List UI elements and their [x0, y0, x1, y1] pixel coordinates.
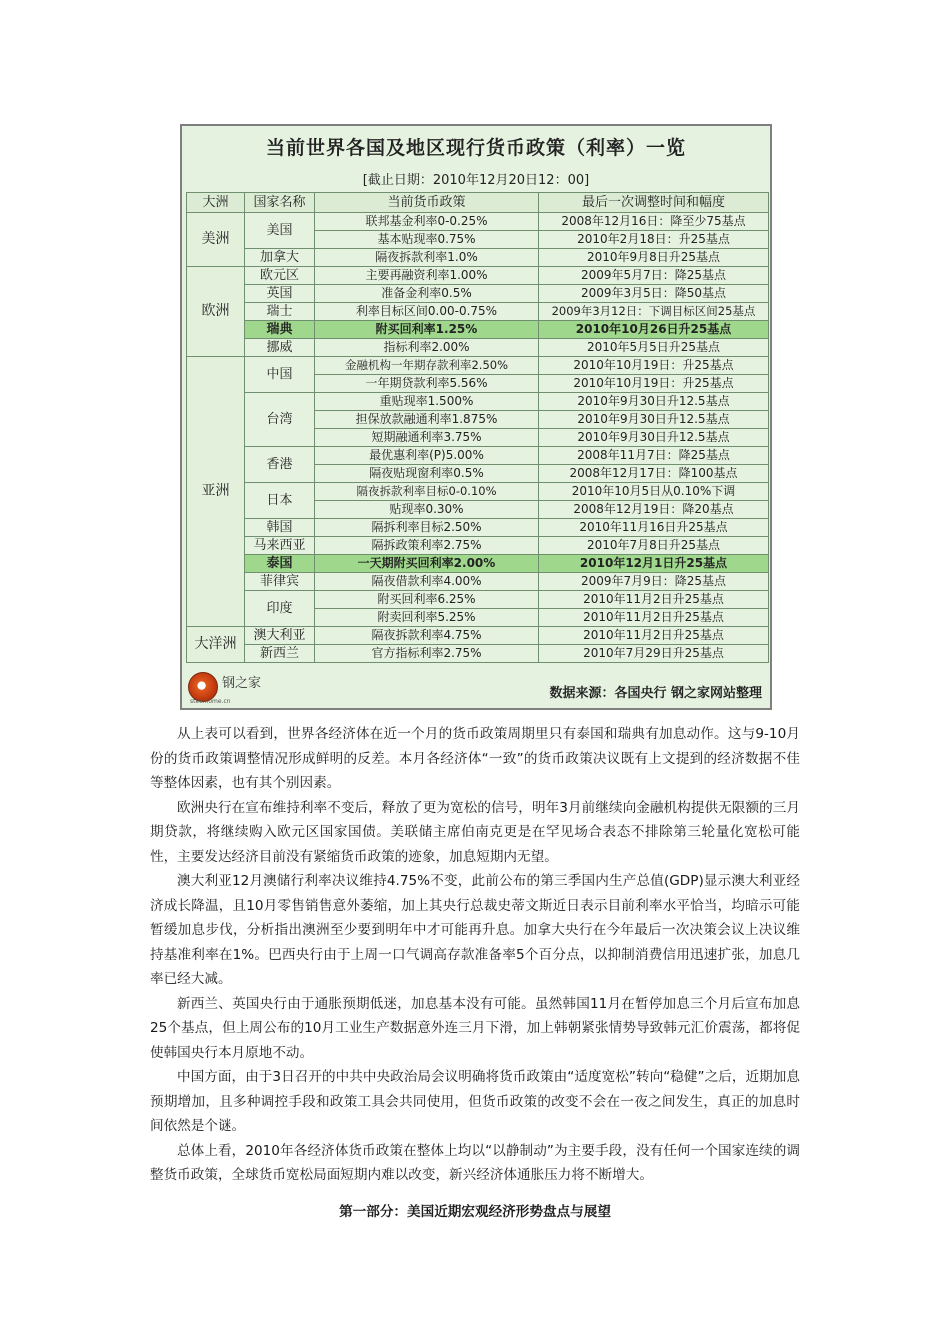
- change-cell: 2010年11月2日升25基点: [539, 609, 769, 627]
- paragraph: 从上表可以看到，世界各经济体在近一个月的货币政策周期里只有泰国和瑞典有加息动作。这与9-10月份的货币政策调整情况形成鲜明的反差。本月各经济体“一致”的货币政策决议既有上文提到的经济数据不佳等整体因素，也有其个别因素。: [150, 726, 800, 791]
- header-country: 国家名称: [245, 193, 315, 213]
- table-row: [187, 537, 769, 555]
- change-cell: 2010年9月8日升25基点: [539, 249, 769, 267]
- policy-cell: 利率目标区间0.00-0.75%: [315, 303, 539, 321]
- policy-cell: 隔拆利率目标2.50%: [315, 519, 539, 537]
- paragraph: 中国方面，由于3日召开的中共中央政治局会议明确将货币政策由“适度宽松”转向“稳健”之后，近期加息预期增加，且多种调控手段和政策工具会共同使用，但货币政策的改变不会在一夜之间发生，真正的加息时间依然是个谜。: [150, 1069, 800, 1134]
- policy-cell: 基本贴现率0.75%: [315, 231, 539, 249]
- country-cell: 欧元区: [245, 267, 315, 285]
- table-row: [187, 645, 769, 663]
- table-row: [187, 249, 769, 267]
- change-cell: 2009年5月7日：降25基点: [539, 267, 769, 285]
- interest-rate-table: [186, 192, 769, 663]
- policy-cell: 重贴现率1.500%: [315, 393, 539, 411]
- header-continent: 大洲: [187, 193, 245, 213]
- table-row: [187, 483, 769, 501]
- continent-cell: 亚洲: [187, 357, 245, 627]
- continent-cell: 美洲: [187, 213, 245, 267]
- policy-cell: 贴现率0.30%: [315, 501, 539, 519]
- country-cell: 英国: [245, 285, 315, 303]
- change-cell: 2010年10月19日：升25基点: [539, 357, 769, 375]
- policy-cell: 附买回利率6.25%: [315, 591, 539, 609]
- logo-url: steelhome.cn: [190, 698, 231, 705]
- change-cell: 2010年10月5日从0.10%下调: [539, 483, 769, 501]
- change-cell: 2008年12月19日：降20基点: [539, 501, 769, 519]
- country-cell: 中国: [245, 357, 315, 393]
- change-cell: 2008年11月7日：降25基点: [539, 447, 769, 465]
- continent-cell: 大洋洲: [187, 627, 245, 663]
- header-policy: 当前货币政策: [315, 193, 539, 213]
- change-cell: 2010年10月19日：升25基点: [539, 375, 769, 393]
- policy-cell: 隔夜拆款利率1.0%: [315, 249, 539, 267]
- country-cell: 加拿大: [245, 249, 315, 267]
- policy-cell: 一年期贷款利率5.56%: [315, 375, 539, 393]
- policy-cell: 隔夜拆款利率目标0-0.10%: [315, 483, 539, 501]
- change-cell: 2010年9月30日升12.5基点: [539, 393, 769, 411]
- table-row-highlighted: [187, 321, 769, 339]
- policy-cell: 最优惠利率(P)5.00%: [315, 447, 539, 465]
- policy-cell: 隔夜借款利率4.00%: [315, 573, 539, 591]
- country-cell: 台湾: [245, 393, 315, 447]
- country-cell: 韩国: [245, 519, 315, 537]
- change-cell: 2010年5月5日升25基点: [539, 339, 769, 357]
- country-cell: 日本: [245, 483, 315, 519]
- change-cell: 2009年3月5日：降50基点: [539, 285, 769, 303]
- policy-cell: 一天期附买回利率2.00%: [315, 555, 539, 573]
- policy-cell: 隔夜贴现窗利率0.5%: [315, 465, 539, 483]
- country-cell: 瑞典: [245, 321, 315, 339]
- table-row: [187, 213, 769, 231]
- country-cell: 瑞士: [245, 303, 315, 321]
- table-title: 当前世界各国及地区现行货币政策（利率）一览: [265, 137, 686, 159]
- policy-cell: 金融机构一年期存款利率2.50%: [315, 357, 539, 375]
- change-cell: 2010年7月8日升25基点: [539, 537, 769, 555]
- change-cell: 2010年2月18日：升25基点: [539, 231, 769, 249]
- country-cell: 澳大利亚: [245, 627, 315, 645]
- policy-cell: 联邦基金利率0-0.25%: [315, 213, 539, 231]
- country-cell: 挪威: [245, 339, 315, 357]
- table-row: [187, 339, 769, 357]
- section-heading: 第一部分：美国近期宏观经济形势盘点与展望: [339, 1204, 611, 1220]
- change-cell: 2010年9月30日升12.5基点: [539, 411, 769, 429]
- policy-cell: 隔拆政策利率2.75%: [315, 537, 539, 555]
- change-cell: 2010年11月2日升25基点: [539, 591, 769, 609]
- policy-cell: 主要再融资利率1.00%: [315, 267, 539, 285]
- change-cell: 2010年11月2日升25基点: [539, 627, 769, 645]
- change-cell: 2010年7月29日升25基点: [539, 645, 769, 663]
- change-cell: 2009年3月12日：下调目标区间25基点: [539, 303, 769, 321]
- policy-cell: 担保放款融通利率1.875%: [315, 411, 539, 429]
- policy-cell: 附卖回利率5.25%: [315, 609, 539, 627]
- body-text: [150, 722, 800, 1188]
- table-row: [187, 627, 769, 645]
- table-footer: [182, 668, 770, 708]
- data-source: 数据来源：各国央行 钢之家网站整理: [549, 686, 762, 701]
- table-row-highlighted: [187, 555, 769, 573]
- table-row: [187, 573, 769, 591]
- table-row: [187, 267, 769, 285]
- table-row: [187, 393, 769, 411]
- paragraph: 欧洲央行在宣布维持利率不变后，释放了更为宽松的信号，明年3月前继续向金融机构提供无限额的三月期贷款，将继续购入欧元区国家国债。美联储主席伯南克更是在罕见场合表态不排除第三轮量化宽松可能性，主要发达经济目前没有紧缩货币政策的迹象，加息短期内无望。: [150, 799, 800, 865]
- paragraph: 新西兰、英国央行由于通胀预期低迷，加息基本没有可能。虽然韩国11月在暂停加息三个月后宣布加息25个基点，但上周公布的10月工业生产数据意外连三月下滑，加上韩朝紧张情势导致韩元汇价震荡，都将促使韩国央行本月原地不动。: [150, 995, 800, 1061]
- country-cell: 新西兰: [245, 645, 315, 663]
- policy-cell: 短期融通利率3.75%: [315, 429, 539, 447]
- change-cell: 2010年12月1日升25基点: [539, 555, 769, 573]
- country-cell: 美国: [245, 213, 315, 249]
- change-cell: 2008年12月16日：降至少75基点: [539, 213, 769, 231]
- table-row: [187, 285, 769, 303]
- table-row: [187, 519, 769, 537]
- change-cell: 2010年11月16日升25基点: [539, 519, 769, 537]
- change-cell: 2010年10月26日升25基点: [539, 321, 769, 339]
- table-row: [187, 357, 769, 375]
- country-cell: 菲律宾: [245, 573, 315, 591]
- paragraph: 总体上看，2010年各经济体货币政策在整体上均以“以静制动”为主要手段，没有任何一个国家连续的调整货币政策，全球货币宽松局面短期内难以改变，新兴经济体通胀压力将不断增大。: [150, 1142, 800, 1183]
- country-cell: 香港: [245, 447, 315, 483]
- policy-cell: 指标利率2.00%: [315, 339, 539, 357]
- policy-cell: 准备金利率0.5%: [315, 285, 539, 303]
- change-cell: 2009年7月9日：降25基点: [539, 573, 769, 591]
- header-last-change: 最后一次调整时间和幅度: [539, 193, 769, 213]
- policy-cell: 官方指标利率2.75%: [315, 645, 539, 663]
- country-cell: 马来西亚: [245, 537, 315, 555]
- change-cell: 2008年12月17日：降100基点: [539, 465, 769, 483]
- policy-cell: 附买回利率1.25%: [315, 321, 539, 339]
- table-header-row: [187, 193, 769, 213]
- table-row: [187, 591, 769, 609]
- continent-cell: 欧洲: [187, 267, 245, 357]
- policy-cell: 隔夜拆款利率4.75%: [315, 627, 539, 645]
- country-cell: 印度: [245, 591, 315, 627]
- table-row: [187, 447, 769, 465]
- table-date: [截止日期：2010年12月20日12：00]: [362, 173, 590, 188]
- table-row: [187, 303, 769, 321]
- paragraph: 澳大利亚12月澳储行利率决议维持4.75%不变，此前公布的第三季国内生产总值(GDP)显示澳大利亚经济成长降温，且10月零售销售意外萎缩，加上其央行总裁史蒂文斯近日表示目前利率水平恰当，均暗示可能暂缓加息步伐，分析指出澳洲至少要到明年中才可能再升息。加拿大央行在今年最后一次决策会议上决议维持基准利率在1%。巴西央行由于上周一口气调高存款准备率5个百分点，以抑制消费信用迅速扩张，加息几率已经大减。: [150, 873, 800, 987]
- country-cell: 泰国: [245, 555, 315, 573]
- logo-name: 钢之家: [222, 676, 262, 691]
- interest-rate-table-image: [180, 124, 772, 710]
- change-cell: 2010年9月30日升12.5基点: [539, 429, 769, 447]
